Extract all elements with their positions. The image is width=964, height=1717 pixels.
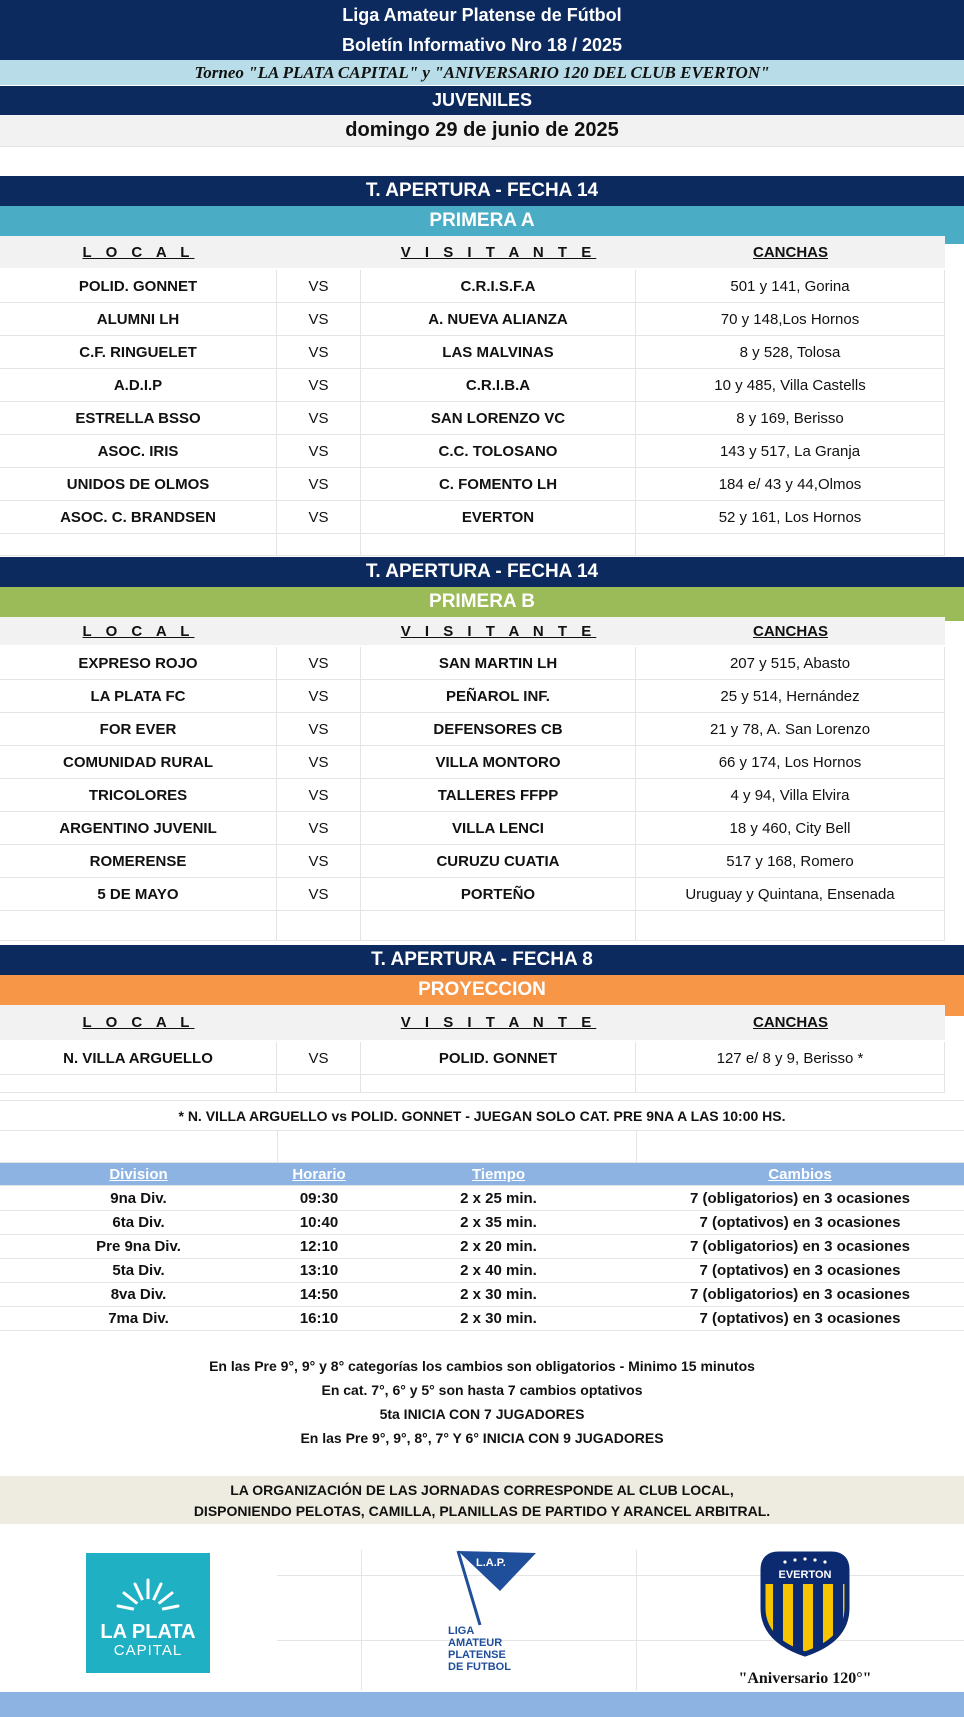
match-local: 5 DE MAYO: [0, 878, 277, 910]
schedule-division: 5ta Div.: [112, 1262, 165, 1279]
schedule-tiempo: 2 x 20 min.: [460, 1238, 537, 1255]
schedule-row: [0, 1187, 964, 1211]
schedule-col-cambios: Cambios: [768, 1165, 832, 1183]
schedule-division: 8va Div.: [110, 1286, 167, 1303]
match-cancha: 8 y 528, Tolosa: [636, 336, 945, 368]
match-row: [0, 468, 945, 501]
footnote: * N. VILLA ARGUELLO vs POLID. GONNET - JUEGAN SOLO CAT. PRE 9NA A LAS 10:00 HS.: [178, 1108, 786, 1124]
match-vs: VS: [277, 270, 361, 302]
match-visitante: VILLA MONTORO: [361, 746, 636, 778]
lap-text-2: AMATEUR: [448, 1637, 503, 1649]
schedule-cambios: 7 (optativos) en 3 ocasiones: [699, 1262, 901, 1279]
empty-row: [0, 534, 945, 556]
schedule-horario: 10:40: [299, 1214, 339, 1231]
match-vs: VS: [277, 647, 361, 679]
match-row: [0, 812, 945, 845]
match-visitante: C.C. TOLOSANO: [361, 435, 636, 467]
match-cancha: 517 y 168, Romero: [636, 845, 945, 877]
schedule-row: [0, 1307, 964, 1331]
match-local: ARGENTINO JUVENIL: [0, 812, 277, 844]
col-canchas: CANCHAS: [753, 1014, 828, 1031]
division-sidebar: [945, 1005, 964, 1016]
match-vs: VS: [277, 1042, 361, 1074]
match-local: COMUNIDAD RURAL: [0, 746, 277, 778]
match-row: [0, 435, 945, 468]
match-cancha: 18 y 460, City Bell: [636, 812, 945, 844]
match-row: [0, 1042, 945, 1075]
match-local: TRICOLORES: [0, 779, 277, 811]
match-vs: VS: [277, 680, 361, 712]
lap-text-3: PLATENSE: [448, 1649, 506, 1661]
schedule-division: Pre 9na Div.: [96, 1238, 181, 1255]
schedule-cambios: 7 (obligatorios) en 3 ocasiones: [689, 1238, 911, 1255]
la-plata-capital-logo: [86, 1553, 210, 1673]
lap-logo: [440, 1547, 560, 1677]
schedule-tiempo: 2 x 40 min.: [460, 1262, 537, 1279]
column-header: [0, 617, 945, 645]
col-visitante: V I S I T A N T E: [400, 243, 597, 261]
section-title: T. APERTURA - FECHA 14: [0, 176, 964, 206]
match-row: [0, 845, 945, 878]
rule-line: En las Pre 9°, 9°, 8°, 7° Y 6° INICIA CON 9 JUGADORES: [300, 1430, 664, 1446]
match-row: [0, 878, 945, 911]
match-visitante: C.R.I.B.A: [361, 369, 636, 401]
col-visitante: V I S I T A N T E: [400, 622, 597, 640]
match-row: [0, 501, 945, 534]
schedule-division: 7ma Div.: [108, 1310, 169, 1327]
match-cancha: 52 y 161, Los Hornos: [636, 501, 945, 533]
schedule-cambios: 7 (optativos) en 3 ocasiones: [699, 1214, 901, 1231]
schedule-tiempo: 2 x 30 min.: [460, 1310, 537, 1327]
schedule-division: 9na Div.: [110, 1190, 167, 1207]
col-canchas: CANCHAS: [753, 243, 828, 261]
match-cancha: 127 e/ 8 y 9, Berisso *: [636, 1042, 945, 1074]
match-cancha: 66 y 174, Los Hornos: [636, 746, 945, 778]
schedule-col-tiempo: Tiempo: [471, 1165, 526, 1183]
col-local: L O C A L: [82, 1014, 195, 1031]
match-cancha: 207 y 515, Abasto: [636, 647, 945, 679]
match-vs: VS: [277, 336, 361, 368]
schedule-row: [0, 1283, 964, 1307]
schedule-cambios: 7 (obligatorios) en 3 ocasiones: [689, 1190, 911, 1207]
match-row: [0, 369, 945, 402]
match-cancha: 4 y 94, Villa Elvira: [636, 779, 945, 811]
match-visitante: EVERTON: [361, 501, 636, 533]
schedule-row: [0, 1259, 964, 1283]
schedule-row: [0, 1235, 964, 1259]
match-local: FOR EVER: [0, 713, 277, 745]
match-vs: VS: [277, 779, 361, 811]
league-title: Liga Amateur Platense de Fútbol: [0, 0, 964, 30]
match-local: UNIDOS DE OLMOS: [0, 468, 277, 500]
organization-line-2: DISPONIENDO PELOTAS, CAMILLA, PLANILLAS DE PARTIDO Y ARANCEL ARBITRAL.: [193, 1502, 771, 1519]
schedule-cambios: 7 (optativos) en 3 ocasiones: [699, 1310, 901, 1327]
match-vs: VS: [277, 402, 361, 434]
bulletin-title: Boletín Informativo Nro 18 / 2025: [0, 30, 964, 60]
match-visitante: SAN LORENZO VC: [361, 402, 636, 434]
schedule-col-division: Division: [109, 1165, 168, 1183]
match-local: C.F. RINGUELET: [0, 336, 277, 368]
match-local: ASOC. IRIS: [0, 435, 277, 467]
match-cancha: 70 y 148,Los Hornos: [636, 303, 945, 335]
match-cancha: 21 y 78, A. San Lorenzo: [636, 713, 945, 745]
match-visitante: DEFENSORES CB: [361, 713, 636, 745]
match-vs: VS: [277, 468, 361, 500]
match-cancha: Uruguay y Quintana, Ensenada: [636, 878, 945, 910]
lap-badge-text: L.A.P.: [476, 1557, 506, 1569]
match-local: POLID. GONNET: [0, 270, 277, 302]
match-visitante: C.R.I.S.F.A: [361, 270, 636, 302]
match-cancha: 8 y 169, Berisso: [636, 402, 945, 434]
match-row: [0, 270, 945, 303]
schedule-header: [0, 1163, 964, 1186]
division-banner: PRIMERA A: [0, 206, 964, 236]
match-cancha: 501 y 141, Gorina: [636, 270, 945, 302]
match-visitante: VILLA LENCI: [361, 812, 636, 844]
match-local: ROMERENSE: [0, 845, 277, 877]
match-cancha: 25 y 514, Hernández: [636, 680, 945, 712]
match-visitante: CURUZU CUATIA: [361, 845, 636, 877]
schedule-row: [0, 1211, 964, 1235]
rule-line: 5ta INICIA CON 7 JUGADORES: [379, 1406, 585, 1422]
schedule-horario: 12:10: [299, 1238, 339, 1255]
everton-badge-text: EVERTON: [778, 1569, 832, 1581]
schedule-col-horario: Horario: [292, 1165, 346, 1183]
match-row: [0, 713, 945, 746]
match-local: EXPRESO ROJO: [0, 647, 277, 679]
match-visitante: LAS MALVINAS: [361, 336, 636, 368]
division-sidebar: [945, 236, 964, 244]
tournament-title: Torneo "LA PLATA CAPITAL" y "ANIVERSARIO 120 DEL CLUB EVERTON": [0, 60, 964, 85]
lap-text-4: DE FUTBOL: [448, 1661, 511, 1673]
organization-line-1: LA ORGANIZACIÓN DE LAS JORNADAS CORRESPONDE AL CLUB LOCAL,: [230, 1481, 734, 1498]
match-visitante: PORTEÑO: [361, 878, 636, 910]
col-local: L O C A L: [82, 622, 195, 640]
col-visitante: V I S I T A N T E: [400, 1014, 597, 1031]
column-header: [0, 1005, 945, 1040]
everton-shield-icon: [755, 1548, 855, 1658]
match-visitante: TALLERES FFPP: [361, 779, 636, 811]
schedule-horario: 13:10: [299, 1262, 339, 1279]
match-row: [0, 779, 945, 812]
match-row: [0, 303, 945, 336]
match-vs: VS: [277, 435, 361, 467]
division-sidebar: [945, 617, 964, 621]
match-visitante: PEÑAROL INF.: [361, 680, 636, 712]
sunburst-icon: [113, 1576, 183, 1616]
match-cancha: 184 e/ 43 y 44,Olmos: [636, 468, 945, 500]
everton-caption: "Aniversario 120°": [738, 1670, 872, 1687]
bottom-band: [0, 1692, 964, 1717]
match-vs: VS: [277, 878, 361, 910]
everton-logo: [755, 1548, 855, 1658]
col-local: L O C A L: [82, 243, 195, 261]
match-visitante: SAN MARTIN LH: [361, 647, 636, 679]
category-title: JUVENILES: [0, 86, 964, 115]
match-row: [0, 680, 945, 713]
rule-line: En las Pre 9°, 9° y 8° categorías los cambios son obligatorios - Minimo 15 minutos: [209, 1358, 755, 1374]
match-vs: VS: [277, 845, 361, 877]
match-visitante: A. NUEVA ALIANZA: [361, 303, 636, 335]
col-canchas: CANCHAS: [753, 622, 828, 640]
division-banner: PRIMERA B: [0, 587, 964, 617]
rule-line: En cat. 7°, 6° y 5° son hasta 7 cambios optativos: [321, 1382, 643, 1398]
match-local: LA PLATA FC: [0, 680, 277, 712]
organization-note: [0, 1476, 964, 1524]
match-cancha: 143 y 517, La Granja: [636, 435, 945, 467]
lap-text-1: LIGA: [448, 1625, 475, 1637]
match-visitante: C. FOMENTO LH: [361, 468, 636, 500]
match-vs: VS: [277, 303, 361, 335]
match-local: N. VILLA ARGUELLO: [0, 1042, 277, 1074]
match-local: A.D.I.P: [0, 369, 277, 401]
match-visitante: POLID. GONNET: [361, 1042, 636, 1074]
empty-row: [0, 1075, 945, 1093]
match-vs: VS: [277, 713, 361, 745]
la-plata-logo-line2: CAPITAL: [113, 1642, 183, 1659]
match-local: ASOC. C. BRANDSEN: [0, 501, 277, 533]
match-row: [0, 746, 945, 779]
match-vs: VS: [277, 746, 361, 778]
schedule-horario: 09:30: [299, 1190, 339, 1207]
match-row: [0, 336, 945, 369]
match-row: [0, 647, 945, 680]
match-vs: VS: [277, 501, 361, 533]
match-local: ALUMNI LH: [0, 303, 277, 335]
schedule-tiempo: 2 x 25 min.: [460, 1190, 537, 1207]
match-vs: VS: [277, 812, 361, 844]
match-local: ESTRELLA BSSO: [0, 402, 277, 434]
empty-row: [0, 911, 945, 941]
schedule-tiempo: 2 x 30 min.: [460, 1286, 537, 1303]
date-title: domingo 29 de junio de 2025: [0, 115, 964, 146]
section-title: T. APERTURA - FECHA 14: [0, 557, 964, 587]
match-vs: VS: [277, 369, 361, 401]
column-header: [0, 236, 945, 268]
match-cancha: 10 y 485, Villa Castells: [636, 369, 945, 401]
la-plata-logo-line1: LA PLATA: [100, 1621, 196, 1643]
schedule-division: 6ta Div.: [112, 1214, 165, 1231]
schedule-tiempo: 2 x 35 min.: [460, 1214, 537, 1231]
schedule-horario: 16:10: [299, 1310, 339, 1327]
division-banner: PROYECCION: [0, 975, 964, 1005]
schedule-horario: 14:50: [299, 1286, 339, 1303]
schedule-cambios: 7 (obligatorios) en 3 ocasiones: [689, 1286, 911, 1303]
section-title: T. APERTURA - FECHA 8: [0, 945, 964, 975]
match-row: [0, 402, 945, 435]
